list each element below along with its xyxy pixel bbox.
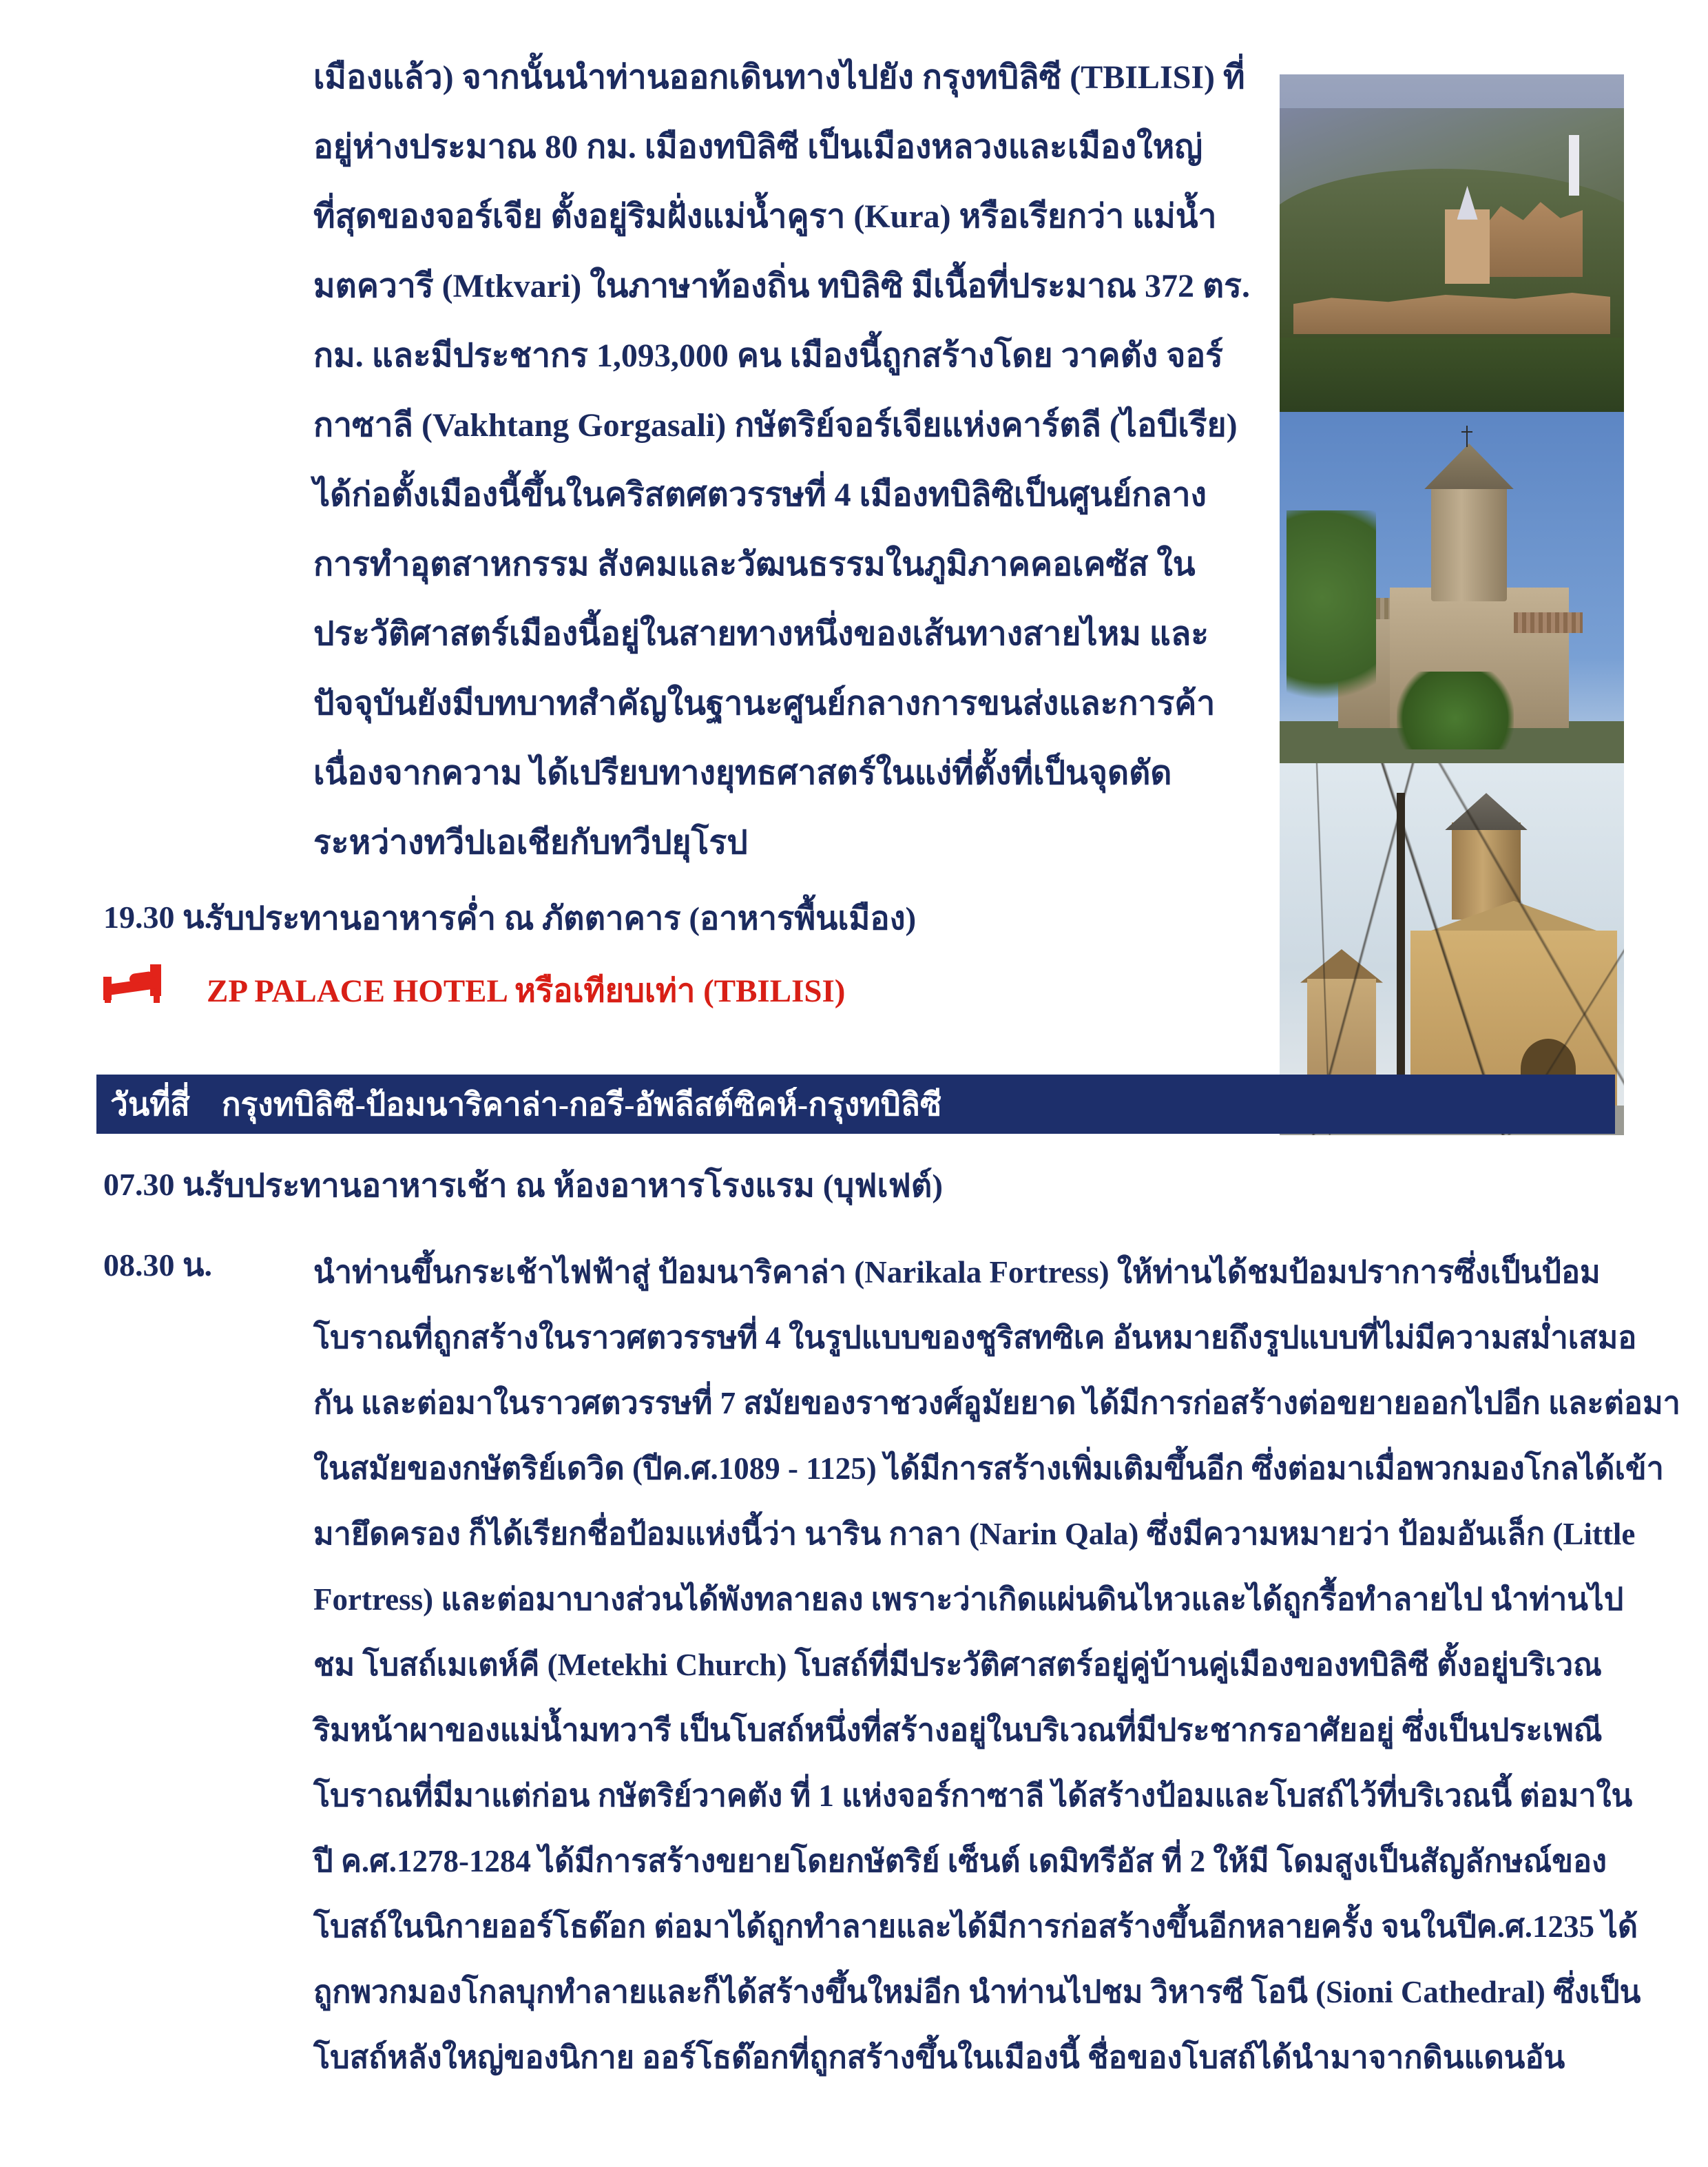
- hotel-icon-cell: [0, 964, 207, 1006]
- intro-line: กาซาลี (Vakhtang Gorgasali) กษัตริย์จอร์เจียแห่งคาร์ตลี (ไอบีเรีย): [313, 407, 1238, 444]
- intro-line: กม. และมีประชากร 1,093,000 คน เมืองนี้ถูกสร้างโดย วาคตัง จอร์: [313, 338, 1223, 374]
- body-line: ริมหน้าผาของแม่น้ำมทวารี เป็นโบสถ์หนึ่งที่สร้างอยู่ในบริเวณที่มีประชากรอาศัยอยู่ ซึ่งเป็นประเพณี: [313, 1713, 1603, 1748]
- dinner-time: 19.30 น.: [103, 900, 212, 935]
- intro-line: การทำอุตสาหกรรม สังคมและวัฒนธรรมในภูมิภาคคอเคซัส ใน: [313, 546, 1196, 583]
- day-banner-label: วันที่สี่: [110, 1086, 190, 1122]
- intro-line: เมืองแล้ว) จากนั้นนำท่านออกเดินทางไปยัง กรุงทบิลิซี (TBILISI) ที่: [313, 59, 1245, 96]
- breakfast-time: 07.30 น.: [103, 1167, 212, 1202]
- bed-icon: [103, 964, 163, 1003]
- body-paragraph: [313, 1240, 1680, 2091]
- intro-line: อยู่ห่างประมาณ 80 กม. เมืองทบิลิซี เป็นเมืองหลวงและเมืองใหญ่: [313, 129, 1203, 165]
- day-banner-route: กรุงทบิลิซี-ป้อมนาริคาล่า-กอรี-อัพลีสต์ซิคห์-กรุงทบิลิซี: [221, 1086, 942, 1122]
- breakfast-description: รับประทานอาหารเช้า ณ ห้องอาหารโรงแรม (บุฟเฟต์): [207, 1168, 943, 1204]
- intro-line: ได้ก่อตั้งเมืองนี้ขึ้นในคริสตศตวรรษที่ 4 เมืองทบิลิซิเป็นศูนย์กลาง: [313, 477, 1207, 513]
- photo-narikala-fortress: [1280, 74, 1624, 412]
- intro-line: ปัจจุบันยังมีบทบาทสำคัญในฐานะศูนย์กลางการขนส่งและการค้า: [313, 685, 1216, 722]
- intro-paragraph: [313, 43, 1264, 878]
- schedule-row-hotel: [0, 964, 1708, 1016]
- body-line: ชม โบสถ์เมเตห์คี (Metekhi Church) โบสถ์ที่มีประวัติศาสตร์อยู่คู่บ้านคู่เมืองของทบิลิซี ตั้งอยู่บริเวณ: [313, 1648, 1602, 1682]
- body-line: นำท่านขึ้นกระเช้าไฟฟ้าสู่ ป้อมนาริคาล่า (Narikala Fortress) ให้ท่านได้ชมป้อมปราการซึ่งเป็นป้อม: [313, 1255, 1601, 1289]
- body-line: โบราณที่มีมาแต่ก่อน กษัตริย์วาคตัง ที่ 1 แห่งจอร์กาซาลี ได้สร้างป้อมและโบสถ์ไว้ที่บริเวณนี้ ต่อมาใน: [313, 1779, 1633, 1813]
- body-line: โบสถ์หลังใหญ่ของนิกาย ออร์โธด๊อกที่ถูกสร้างขึ้นในเมืองนี้ ชื่อของโบสถ์ได้นำมาจากดินแดนอัน: [313, 2040, 1565, 2075]
- foreground-trees: [1280, 338, 1624, 412]
- tree-trunk: [1397, 793, 1405, 1120]
- left-tree: [1287, 510, 1376, 728]
- body-line: โบสถ์ในนิกายออร์โธด๊อก ต่อมาได้ถูกทำลายและได้มีการก่อสร้างขึ้นอีกหลายครั้ง จนในปีค.ศ.1235 ได้: [313, 1909, 1638, 1944]
- body-line: โบราณที่ถูกสร้างในราวศตวรรษที่ 4 ในรูปแบบของชูริสทซิเค อันหมายถึงรูปแบบที่ไม่มีความสม่ำเสมอ: [313, 1320, 1637, 1355]
- bed-leg-right: [154, 995, 160, 1003]
- intro-line: มตควารี (Mtkvari) ในภาษาท้องถิ่น ทบิลิซิ มีเนื้อที่ประมาณ 372 ตร.: [313, 268, 1250, 304]
- statue-tower: [1569, 135, 1579, 196]
- body-line: Fortress) และต่อมาบางส่วนได้พังทลายลง เพราะว่าเกิดแผ่นดินไหวและได้ถูกรื้อทำลายไป นำท่านไป: [313, 1582, 1624, 1617]
- cross-icon: [1466, 426, 1468, 447]
- dinner-description: รับประทานอาหารค่ำ ณ ภัตตาคาร (อาหารพื้นเมือง): [207, 901, 917, 937]
- intro-section: [0, 0, 1708, 1047]
- intro-line: เนื่องจากความ ได้เปรียบทางยุทธศาสตร์ในแง่ที่ตั้งที่เป็นจุดตัด: [313, 755, 1172, 791]
- morning-time: 08.30 น.: [103, 1247, 212, 1283]
- body-line: ปี ค.ศ.1278-1284 ได้มีการสร้างขยายโดยกษัตริย์ เซ็นต์ เดมิทรีอัส ที่ 2 ให้มี โดมสูงเป็นสัญลักษณ์ของ: [313, 1844, 1607, 1878]
- foreground-bush: [1397, 672, 1514, 749]
- schedule-row-dinner: [0, 892, 1708, 944]
- dome-drum: [1431, 482, 1507, 601]
- body-line: ถูกพวกมองโกลบุกทำลายและก็ได้สร้างขึ้นใหม่อีก นำท่านไปชม วิหารซี โอนี (Sioni Cathedral) ซึ่งเป็น: [313, 1975, 1641, 2009]
- bed-leg-left: [105, 995, 111, 1003]
- fortress-church: [1445, 209, 1490, 284]
- day-banner: [96, 1075, 1615, 1134]
- right-roof: [1514, 612, 1583, 634]
- body-line: กัน และต่อมาในราวศตวรรษที่ 7 สมัยของราชวงศ์อูมัยยาด ได้มีการก่อสร้างต่อขยายออกไปอีก และต่อมา: [313, 1386, 1680, 1420]
- intro-line: ที่สุดของจอร์เจีย ตั้งอยู่ริมฝั่งแม่น้ำคูรา (Kura) หรือเรียกว่า แม่น้ำ: [313, 198, 1217, 235]
- photo-stone-church: [1280, 412, 1624, 763]
- intro-line: ระหว่างทวีปเอเชียกับทวีปยุโรป: [313, 825, 748, 861]
- body-line: ในสมัยของกษัตริย์เดวิด (ปีค.ศ.1089 - 1125) ได้มีการสร้างเพิ่มเติมขึ้นอีก ซึ่งต่อมาเมื่อพวกมองโกลได้เข้า: [313, 1451, 1664, 1486]
- body-line: มายึดครอง ก็ได้เรียกชื่อป้อมแห่งนี้ว่า นาริน กาลา (Narin Qala) ซึ่งมีความหมายว่า ป้อมอันเล็ก (Little: [313, 1517, 1636, 1551]
- intro-line: ประวัติศาสตร์เมืองนี้อยู่ในสายทางหนึ่งของเส้นทางสายไหม และ: [313, 616, 1209, 652]
- hotel-name: ZP PALACE HOTEL หรือเทียบเท่า (TBILISI): [207, 973, 846, 1009]
- schedule-row-breakfast: [0, 1159, 1708, 1211]
